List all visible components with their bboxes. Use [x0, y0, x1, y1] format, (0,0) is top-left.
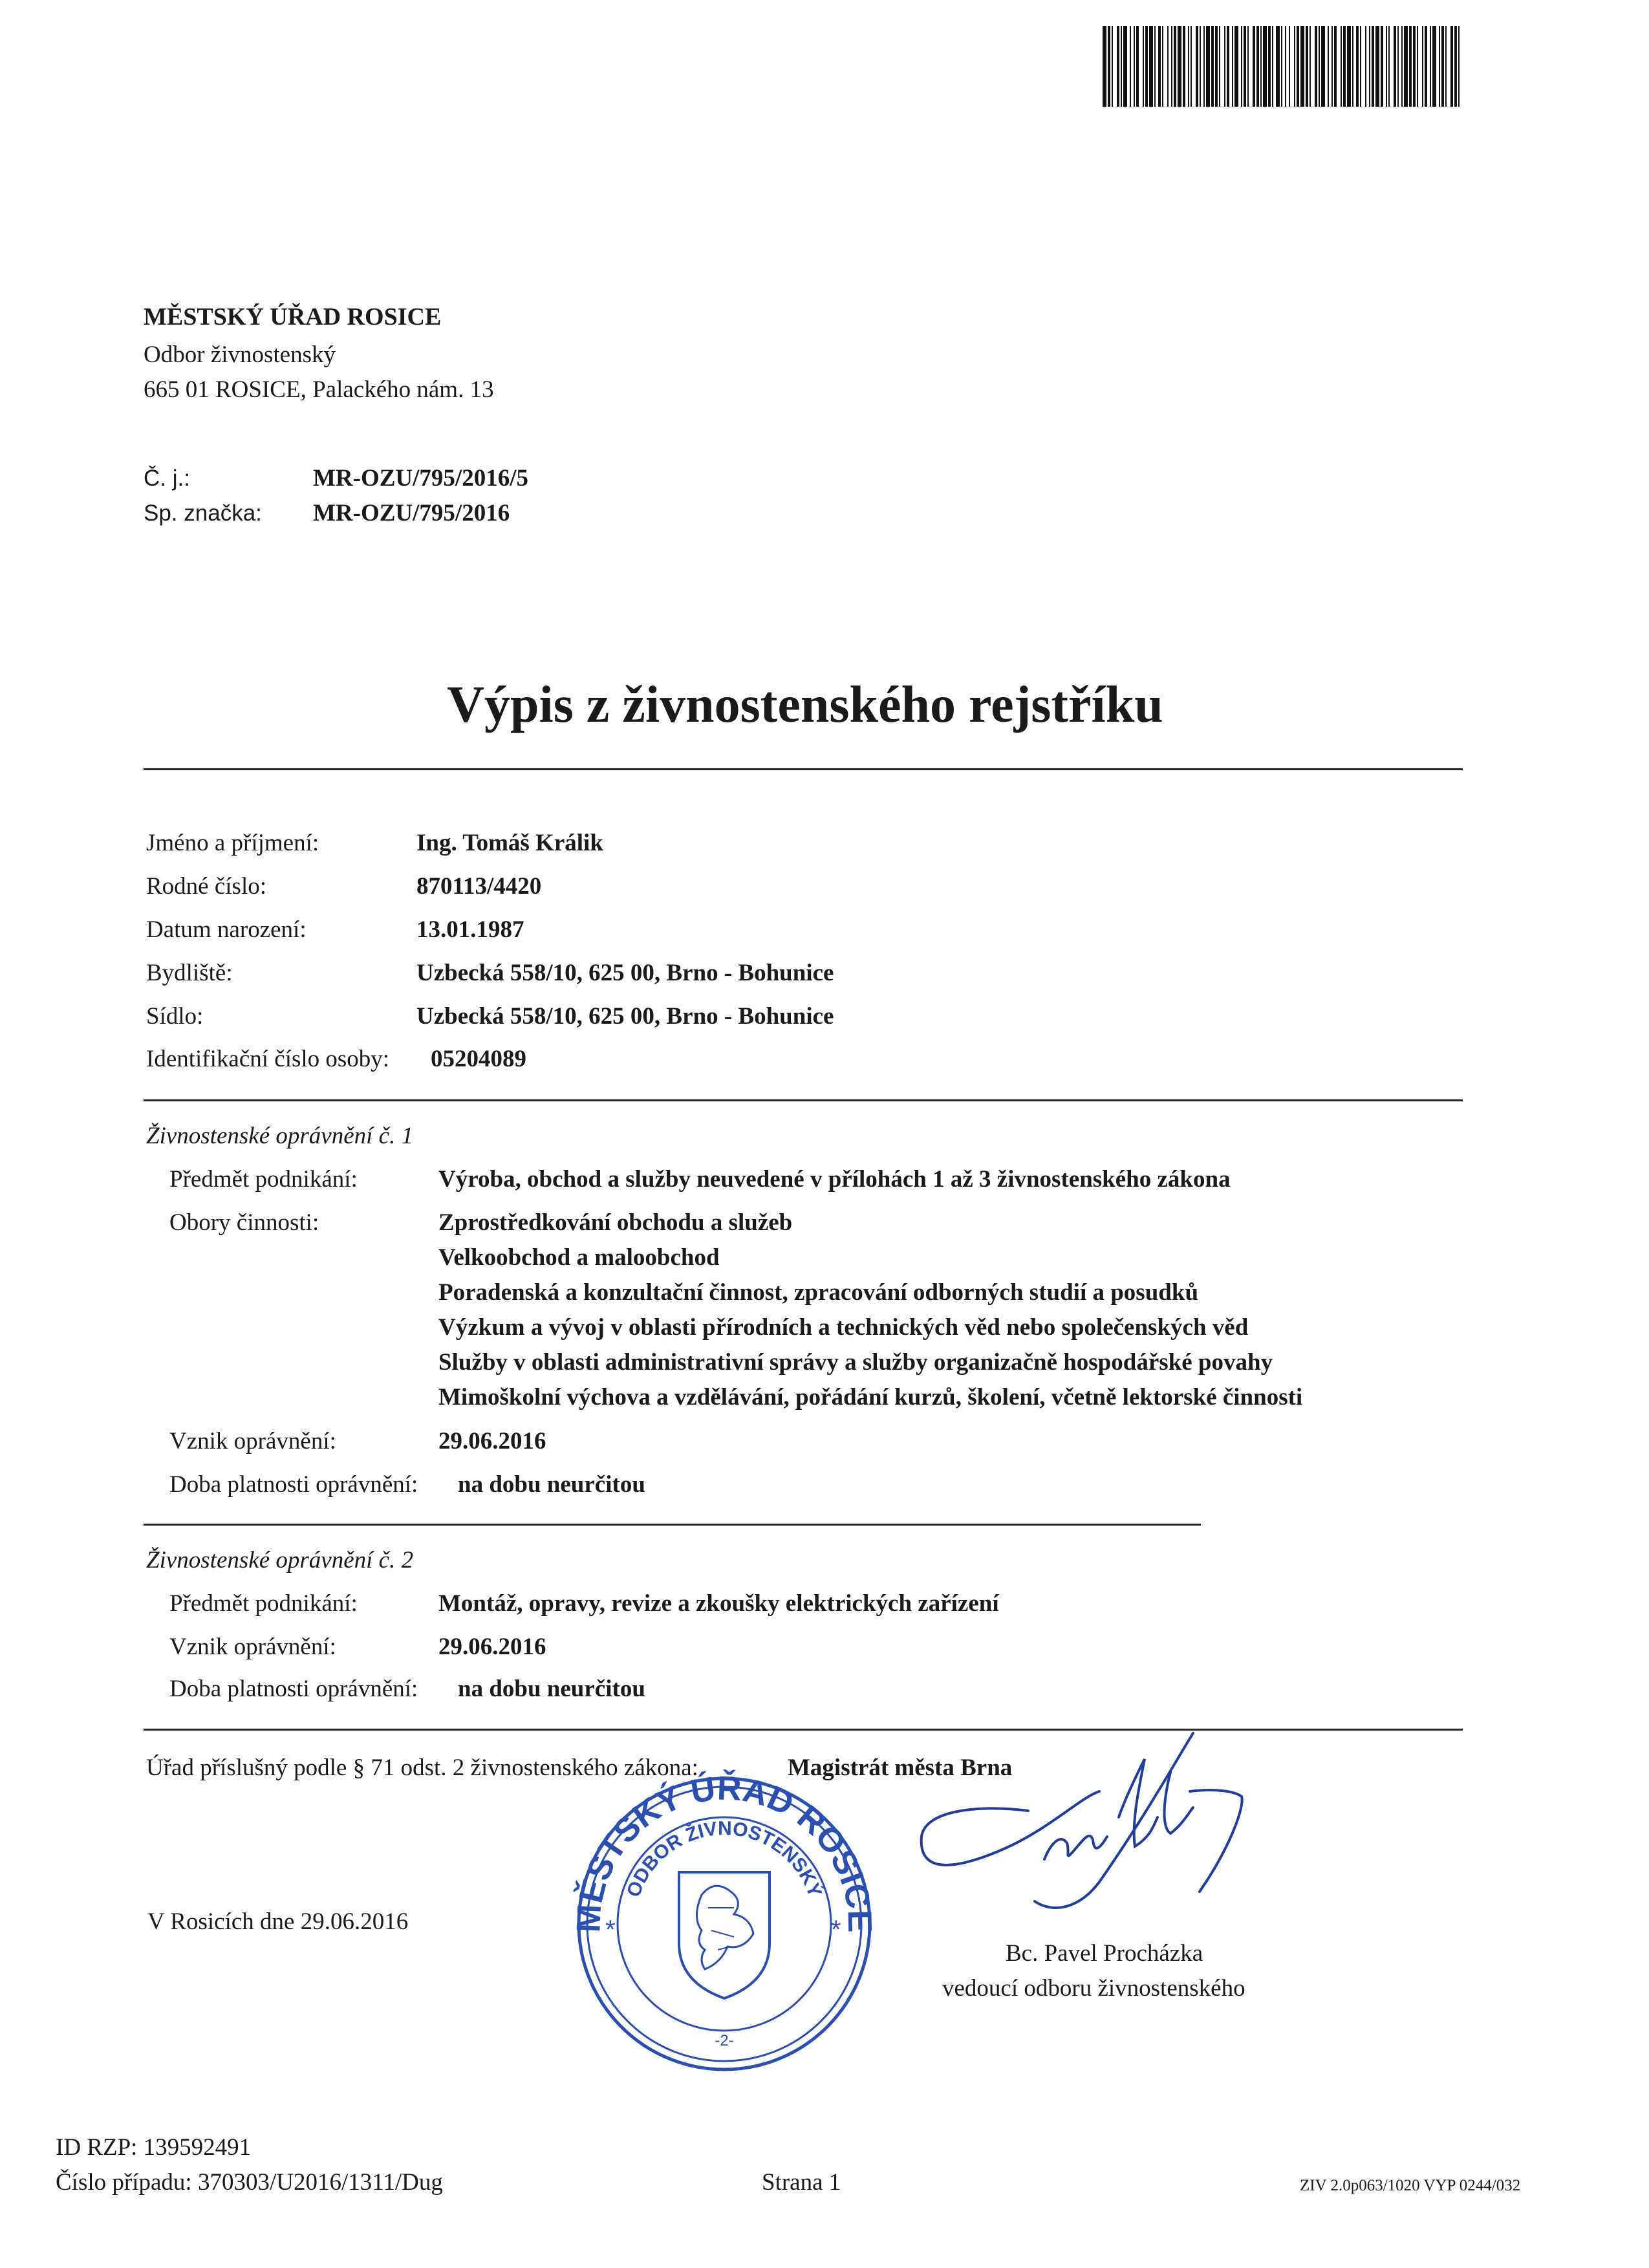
barcode-bar — [1112, 26, 1113, 107]
dob-value: 13.01.1987 — [416, 916, 524, 943]
barcode-bar — [1244, 26, 1246, 107]
barcode-bar — [1386, 26, 1387, 107]
barcode-bar — [1300, 26, 1304, 107]
barcode-bar — [1458, 26, 1460, 107]
barcode-bar — [1117, 26, 1119, 107]
section-rule-1 — [144, 1099, 1463, 1101]
licence1-field: Poradenská a konzultační činnost, zpracování odborných studií a posudků — [438, 1279, 1199, 1306]
licence1-validity-value: na dobu neurčitou — [458, 1471, 645, 1498]
barcode-bar — [1375, 26, 1379, 107]
birth-number-value: 870113/4420 — [416, 873, 542, 900]
barcode-bar — [1247, 26, 1249, 107]
barcode-bar — [1136, 26, 1139, 107]
footer-page-number: Strana 1 — [762, 2169, 841, 2196]
barcode-bar — [1206, 26, 1210, 107]
barcode-bar — [1404, 26, 1408, 107]
licence1-subject-value: Výroba, obchod a služby neuvedené v přílohách 1 až 3 živnostenského zákona — [438, 1166, 1231, 1193]
barcode-bar — [1224, 26, 1225, 107]
barcode-bar — [1422, 26, 1423, 107]
barcode-bar — [1289, 26, 1290, 107]
barcode-bar — [1268, 26, 1271, 107]
footer-id-rzp: ID RZP: 139592491 — [56, 2134, 252, 2161]
dob-label: Datum narození: — [146, 916, 307, 943]
barcode-bar — [1352, 26, 1353, 107]
barcode-bar — [1203, 26, 1205, 107]
licence1-heading: Živnostenské oprávnění č. 1 — [146, 1123, 414, 1149]
licence1-subject-label: Předmět podnikání: — [169, 1166, 358, 1193]
place-date: V Rosicích dne 29.06.2016 — [147, 1908, 409, 1935]
barcode-bar — [1219, 26, 1220, 107]
stamp-star-right: * — [831, 1916, 841, 1944]
barcode-bar — [1369, 26, 1370, 107]
barcode-bar — [1272, 26, 1273, 107]
licence1-field: Služby v oblasti administrativní správy a služby organizačně hospodářské povahy — [438, 1349, 1273, 1376]
barcode-bar — [1145, 26, 1148, 107]
footer-case-number: Číslo případu: 370303/U2016/1311/Dug — [56, 2169, 443, 2196]
barcode-bar — [1256, 26, 1259, 107]
barcode-bar — [1211, 26, 1214, 107]
barcode-bar — [1130, 26, 1131, 107]
barcode-bar — [1174, 26, 1176, 107]
licence1-field: Výzkum a vývoj v oblasti přírodních a technických věd nebo společenských věd — [438, 1314, 1249, 1341]
barcode-bar — [1200, 26, 1201, 107]
stamp-inner-text: ODBOR ŽIVNOSTENSKÝ — [623, 1817, 826, 1900]
licence1-origin-value: 29.06.2016 — [438, 1428, 546, 1454]
stamp-outer-text: MĚSTSKÝ ÚŘAD ROSICE — [570, 1769, 879, 1934]
handwritten-signature — [905, 1720, 1293, 1953]
barcode — [1103, 26, 1460, 107]
barcode-bar — [1191, 26, 1192, 107]
stamp-number: -2- — [715, 2032, 734, 2049]
barcode-bar — [1450, 26, 1453, 107]
authority-value: Magistrát města Brna — [788, 1755, 1013, 1781]
barcode-bar — [1445, 26, 1447, 107]
signatory-name: Bc. Pavel Procházka — [1006, 1940, 1203, 1967]
barcode-bar — [1397, 26, 1399, 107]
barcode-bar — [1432, 26, 1436, 107]
barcode-bar — [1409, 26, 1412, 107]
barcode-bar — [1241, 26, 1242, 107]
barcode-bar — [1441, 26, 1444, 107]
official-stamp — [569, 1736, 879, 2073]
cj-value: MR-OZU/795/2016/5 — [313, 465, 528, 491]
barcode-bar — [1328, 26, 1329, 107]
stamp-star-left: * — [605, 1916, 616, 1944]
barcode-bar — [1365, 26, 1366, 107]
barcode-bar — [1154, 26, 1156, 107]
licence2-subject-value: Montáž, opravy, revize a zkoušky elektrických zařízení — [438, 1590, 999, 1617]
barcode-bar — [1310, 26, 1311, 107]
licence1-field: Zprostředkování obchodu a služeb — [438, 1209, 793, 1236]
barcode-bar — [1425, 26, 1427, 107]
barcode-bar — [1341, 26, 1342, 107]
barcode-bar — [1331, 26, 1333, 107]
barcode-bar — [1232, 26, 1233, 107]
barcode-bar — [1394, 26, 1396, 107]
barcode-bar — [1356, 26, 1359, 107]
barcode-bar — [1260, 26, 1262, 107]
authority-label: Úřad příslušný podle § 71 odst. 2 živnostenského zákona: — [146, 1755, 698, 1781]
barcode-bar — [1178, 26, 1181, 107]
title-rule — [144, 768, 1463, 770]
barcode-bar — [1297, 26, 1299, 107]
name-label: Jméno a příjmení: — [146, 830, 319, 856]
barcode-bar — [1372, 26, 1374, 107]
department-name: Odbor živnostenský — [144, 341, 336, 368]
seat-label: Sídlo: — [146, 1003, 204, 1030]
barcode-bar — [1413, 26, 1416, 107]
footer-form-code: ZIV 2.0p063/1020 VYP 0244/032 — [1300, 2177, 1521, 2194]
barcode-bar — [1215, 26, 1218, 107]
barcode-bar — [1121, 26, 1122, 107]
section-rule-2 — [144, 1524, 1201, 1526]
barcode-bar — [1430, 26, 1431, 107]
sp-value: MR-OZU/795/2016 — [313, 500, 510, 526]
barcode-bar — [1334, 26, 1337, 107]
residence-label: Bydliště: — [146, 960, 233, 986]
coat-of-arms-icon — [679, 1872, 770, 1998]
barcode-bar — [1388, 26, 1390, 107]
barcode-bar — [1417, 26, 1418, 107]
barcode-bar — [1381, 26, 1383, 107]
licence2-origin-value: 29.06.2016 — [438, 1634, 546, 1660]
barcode-bar — [1306, 26, 1308, 107]
licence2-subject-label: Předmět podnikání: — [169, 1590, 358, 1617]
barcode-bar — [1360, 26, 1361, 107]
barcode-bar — [1321, 26, 1325, 107]
barcode-bar — [1162, 26, 1163, 107]
barcode-bar — [1134, 26, 1135, 107]
licence1-field: Mimoškolní výchova a vzdělávání, pořádání kurzů, školení, včetně lektorské činnosti — [438, 1384, 1303, 1410]
barcode-bar — [1285, 26, 1286, 107]
barcode-bar — [1343, 26, 1346, 107]
ico-value: 05204089 — [431, 1046, 526, 1072]
barcode-bar — [1347, 26, 1351, 107]
sp-label: Sp. značka: — [144, 501, 262, 526]
licence1-field: Velkoobchod a maloobchod — [438, 1244, 720, 1271]
licence1-fields-label: Obory činnosti: — [169, 1209, 319, 1236]
barcode-bar — [1123, 26, 1127, 107]
barcode-bar — [1196, 26, 1198, 107]
barcode-bar — [1276, 26, 1280, 107]
birth-number-label: Rodné číslo: — [146, 873, 267, 900]
barcode-bar — [1158, 26, 1161, 107]
barcode-bar — [1188, 26, 1189, 107]
document-title: Výpis z živnostenského rejstříku — [447, 676, 1163, 733]
barcode-bar — [1149, 26, 1153, 107]
name-value: Ing. Tomáš Králik — [416, 830, 603, 856]
office-address: 665 01 ROSICE, Palackého nám. 13 — [144, 376, 494, 403]
barcode-bar — [1253, 26, 1255, 107]
signatory-role: vedoucí odboru živnostenského — [942, 1975, 1245, 2002]
barcode-bar — [1263, 26, 1267, 107]
barcode-bar — [1234, 26, 1238, 107]
barcode-bar — [1439, 26, 1440, 107]
barcode-bar — [1108, 26, 1110, 107]
barcode-bar — [1227, 26, 1229, 107]
licence2-origin-label: Vznik oprávnění: — [169, 1634, 336, 1660]
ico-label: Identifikační číslo osoby: — [146, 1046, 390, 1072]
office-name: MĚSTSKÝ ÚŘAD ROSICE — [144, 303, 442, 330]
seat-value: Uzbecká 558/10, 625 00, Brno - Bohunice — [416, 1003, 834, 1030]
barcode-bar — [1183, 26, 1185, 107]
cj-label: Č. j.: — [144, 466, 190, 491]
residence-value: Uzbecká 558/10, 625 00, Brno - Bohunice — [416, 960, 834, 986]
licence1-validity-label: Doba platnosti oprávnění: — [169, 1471, 418, 1498]
barcode-bar — [1167, 26, 1169, 107]
barcode-bar — [1103, 26, 1106, 107]
barcode-bar — [1143, 26, 1144, 107]
licence2-heading: Živnostenské oprávnění č. 2 — [146, 1547, 414, 1573]
barcode-bar — [1454, 26, 1457, 107]
barcode-bar — [1401, 26, 1403, 107]
barcode-bar — [1315, 26, 1317, 107]
barcode-bar — [1294, 26, 1295, 107]
licence2-validity-value: na dobu neurčitou — [458, 1676, 645, 1702]
licence1-origin-label: Vznik oprávnění: — [169, 1428, 336, 1454]
barcode-bar — [1319, 26, 1320, 107]
barcode-bar — [1171, 26, 1172, 107]
licence2-validity-label: Doba platnosti oprávnění: — [169, 1676, 418, 1702]
barcode-bar — [1281, 26, 1282, 107]
